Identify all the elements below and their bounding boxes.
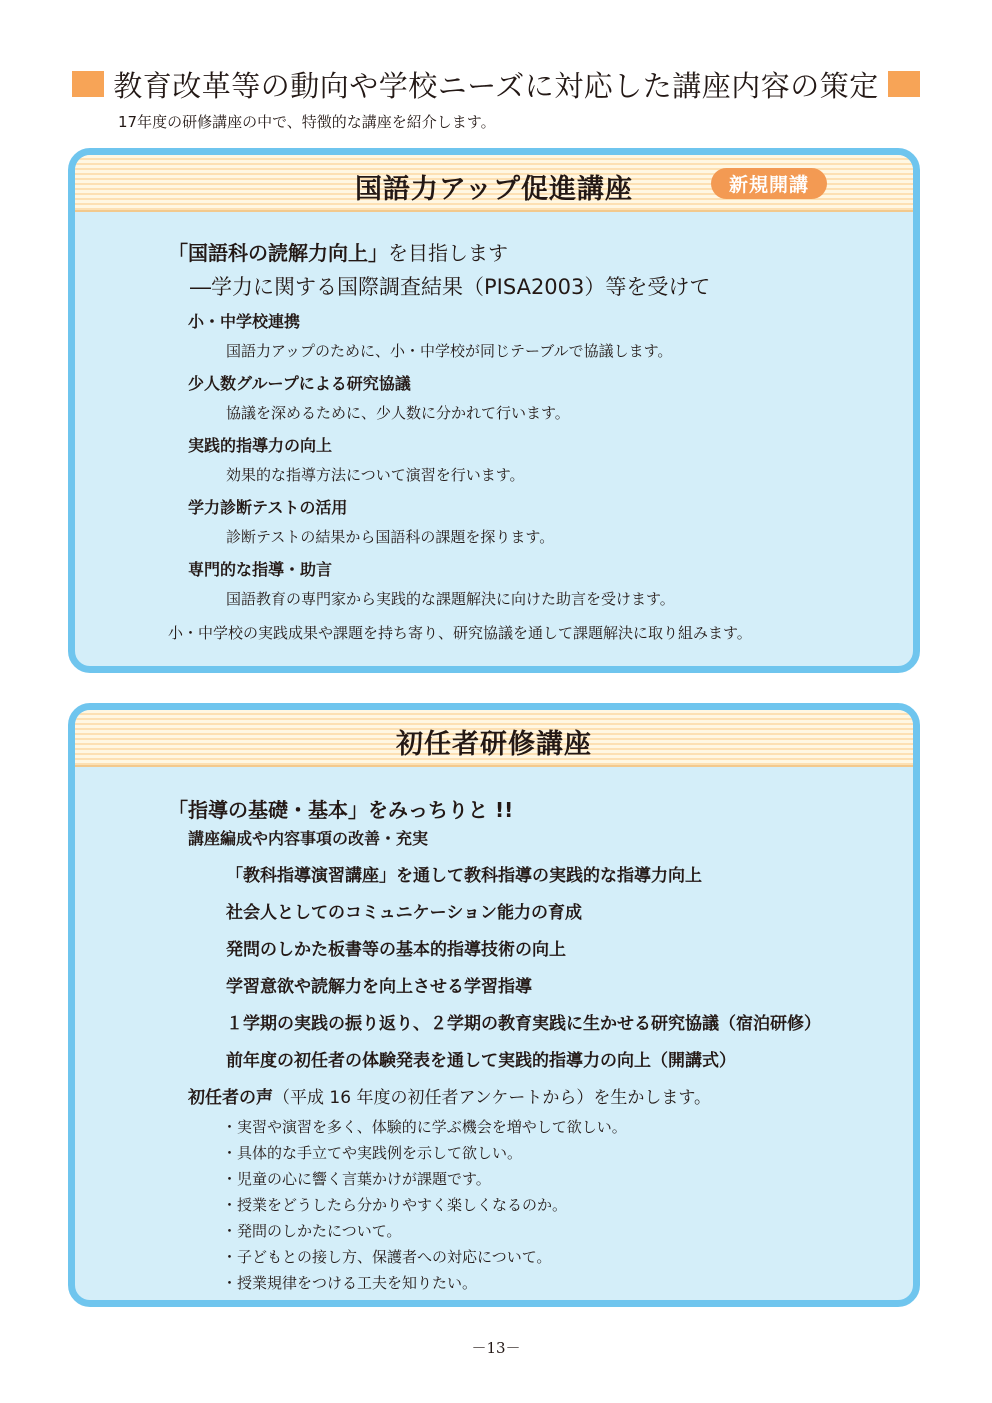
intro-text: 17年度の研修講座の中で、特徴的な講座を紹介します。 [118,113,496,131]
course1-item-heading: 専門的な指導・助言 [188,560,333,579]
course2-line: 社会人としてのコミュニケーション能力の育成 [226,903,582,923]
course1-item-desc: 国語力アップのために、小・中学校が同じテーブルで協議します。 [226,342,673,360]
course1-subtitle: ―学力に関する国際調査結果（PISA2003）等を受けて [190,275,711,299]
course2-voice-rest: （平成 16 年度の初任者アンケートから）を生かします。 [273,1088,712,1108]
course1-item-heading: 実践的指導力の向上 [188,436,333,455]
course2-bullet: ・実習や演習を多く、体験的に学ぶ機会を増やして欲しい。 [222,1118,627,1136]
course1-header-band [75,155,913,212]
course2-section-heading: 講座編成や内容事項の改善・充実 [188,829,429,848]
new-course-badge: 新規開講 [711,168,827,199]
course1-lead [168,237,508,266]
course2-bullet: ・具体的な手立てや実践例を示して欲しい。 [222,1144,523,1162]
course2-line: １学期の実践の振り返り、２学期の教育実践に生かせる研究協議（宿泊研修） [226,1014,821,1034]
course1-lead-rest: を目指します [388,241,508,265]
page-number: －13－ [471,1339,521,1357]
course1-panel [68,148,920,673]
course2-bullet: ・授業規律をつける工夫を知りたい。 [222,1274,478,1292]
course2-panel [68,703,920,1307]
course1-title: 国語力アップ促進講座 [354,174,634,205]
course2-voice [188,1083,711,1108]
course2-title: 初任者研修講座 [396,729,592,760]
course1-item-heading: 学力診断テストの活用 [188,498,348,517]
course1-item-desc: 効果的な指導方法について演習を行います。 [226,466,525,484]
course1-item-desc: 診断テストの結果から国語科の課題を探ります。 [226,528,555,546]
header-left-block [72,71,104,97]
course2-line: 学習意欲や読解力を向上させる学習指導 [226,977,532,997]
course2-bullet: ・授業をどうしたら分かりやすく楽しくなるのか。 [222,1196,568,1214]
course1-note: 小・中学校の実践成果や課題を持ち寄り、研究協議を通して課題解決に取り組みます。 [168,624,752,642]
course2-bullet: ・児童の心に響く言葉かけが課題です。 [222,1170,491,1188]
course1-item-desc: 国語教育の専門家から実践的な課題解決に向けた助言を受けます。 [226,590,675,608]
header-right-block [888,71,920,97]
course1-lead-bold: 「国語科の読解力向上」 [168,241,388,265]
page-title: 教育改革等の動向や学校ニーズに対応した講座内容の策定 [113,68,879,103]
course1-item-desc: 協議を深めるために、少人数に分かれて行います。 [226,404,570,422]
course1-item-heading: 小・中学校連携 [188,312,301,331]
course2-voice-bold: 初任者の声 [188,1088,273,1108]
course2-line: 発問のしかた板書等の基本的指導技術の向上 [226,940,566,960]
course2-lead: 「指導の基礎・基本」をみっちりと !! [168,798,514,822]
course1-item-heading: 少人数グループによる研究協議 [188,374,411,393]
course2-bullet: ・子どもとの接し方、保護者への対応について。 [222,1248,552,1266]
course2-bullet: ・発問のしかたについて。 [222,1222,402,1240]
course2-line: 前年度の初任者の体験発表を通して実践的指導力の向上（開講式） [226,1051,736,1071]
page-header [72,66,920,102]
course2-line: 「教科指導演習講座」を通して教科指導の実践的な指導力向上 [226,866,702,886]
course2-header-band [75,710,913,767]
